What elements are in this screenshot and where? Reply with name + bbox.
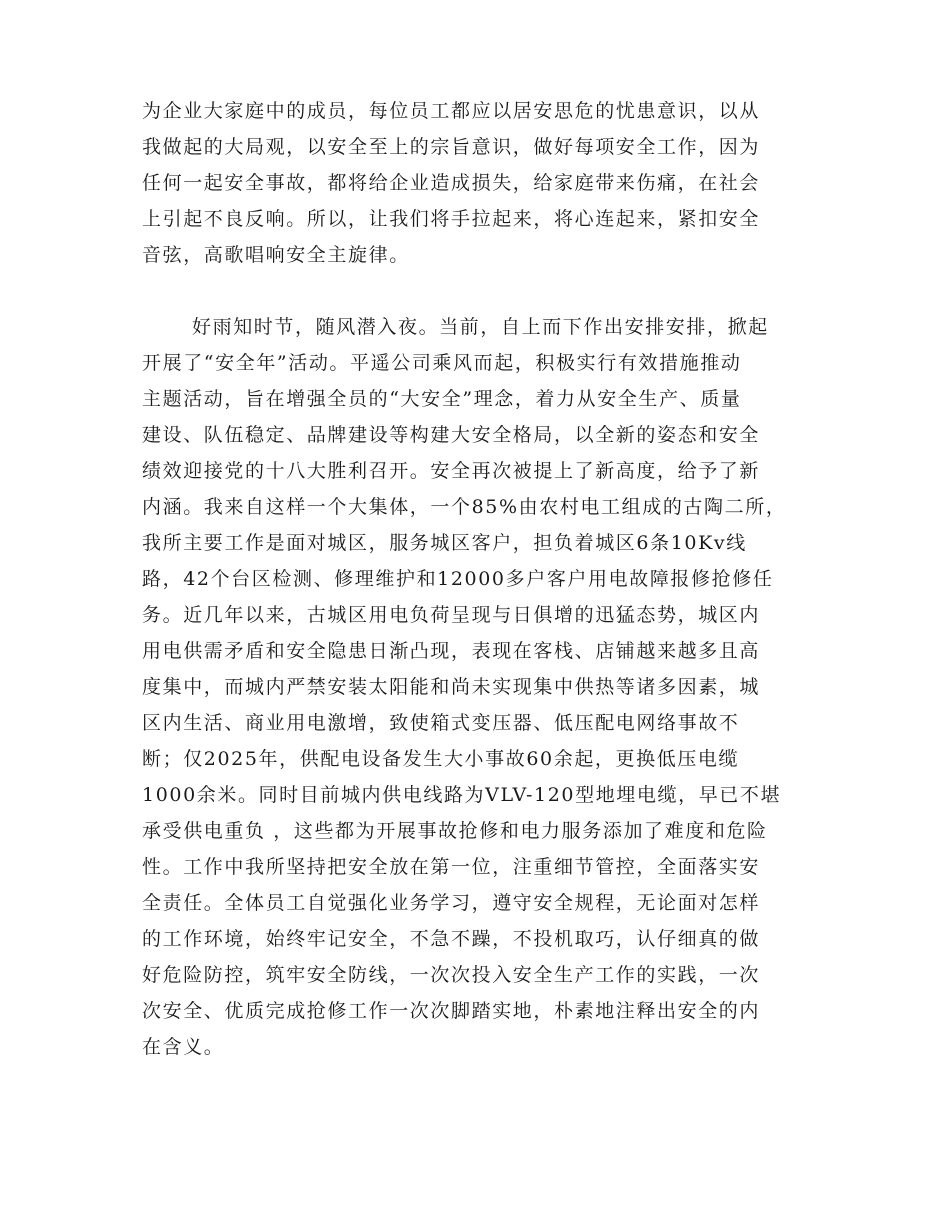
paragraph-line: 好危险防控，筑牢安全防线，一次次投入安全生产工作的实践，一次 [142,964,761,986]
paragraph-line: 全责任。全体员工自觉强化业务学习，遵守安全规程，无论面对怎样 [142,892,761,914]
paragraph-line: 的工作环境，始终牢记安全，不急不躁，不投机取巧，认仔细真的做 [142,928,761,950]
paragraph-line: 我所主要工作是面对城区，服务城区客户，担负着城区6条10Kv线 [142,532,747,554]
paragraph-line: 1000余米。同时目前城内供电线路为VLV-120型地埋电缆，早已不堪 [142,784,782,806]
paragraph-line: 绩效迎接党的十八大胜利召开。安全再次被提上了新高度，给予了新 [142,460,761,482]
paragraph-line: 次安全、优质完成抢修工作一次次脚踏实地，朴素地注释出安全的内 [142,1000,761,1022]
paragraph-line: 主题活动，旨在增强全员的“大安全”理念，着力从安全生产、质量 [142,388,742,410]
paragraph-line: 度集中，而城内严禁安装太阳能和尚未实现集中供热等诸多因素，城 [142,676,761,698]
paragraph-line: 任何一起安全事故，都将给企业造成损失，给家庭带来伤痛，在社会 [142,172,761,194]
paragraph-line: 在含义。 [142,1036,225,1058]
paragraph-line: 路，42个台区检测、修理维护和12000多户客户用电故障报修抢修任 [142,568,774,590]
paragraph-line: 用电供需矛盾和安全隐患日渐凸现，表现在客栈、店铺越来越多且高 [142,640,761,662]
paragraph-line: 上引起不良反响。所以，让我们将手拉起来，将心连起来，紧扣安全 [142,208,761,230]
paragraph-1 [142,93,822,273]
paragraph-line: 音弦，高歌唱响安全主旋律。 [142,244,410,266]
paragraph-line: 好雨知时节，随风潜入夜。当前，自上而下作出安排安排，掀起 [192,316,769,338]
paragraph-line: 断；仅2025年，供配电设备发生大小事故60余起，更换低压电缆 [142,748,740,770]
paragraph-line: 区内生活、商业用电激增，致使箱式变压器、低压配电网络事故不 [142,712,740,734]
paragraph-line: 性。工作中我所坚持把安全放在第一位，注重细节管控，全面落实安 [142,856,761,878]
paragraph-line: 开展了“安全年”活动。平遥公司乘风而起，积极实行有效措施推动 [142,352,742,374]
paragraph-line: 承受供电重负 ，这些都为开展事故抢修和电力服务添加了难度和危险 [142,820,768,842]
paragraph-line: 务。近几年以来，古城区用电负荷呈现与日俱增的迅猛态势，城区内 [142,604,761,626]
paragraph-line: 我做起的大局观，以安全至上的宗旨意识，做好每项安全工作，因为 [142,136,761,158]
paragraph-line: 内涵。我来自这样一个大集体，一个85%由农村电工组成的古陶二所， [142,496,787,518]
paragraph-line: 为企业大家庭中的成员，每位员工都应以居安思危的忧患意识，以从 [142,100,761,122]
paragraph-line: 建设、队伍稳定、品牌建设等构建大安全格局，以全新的姿态和安全 [142,424,761,446]
paragraph-2 [142,309,822,1065]
